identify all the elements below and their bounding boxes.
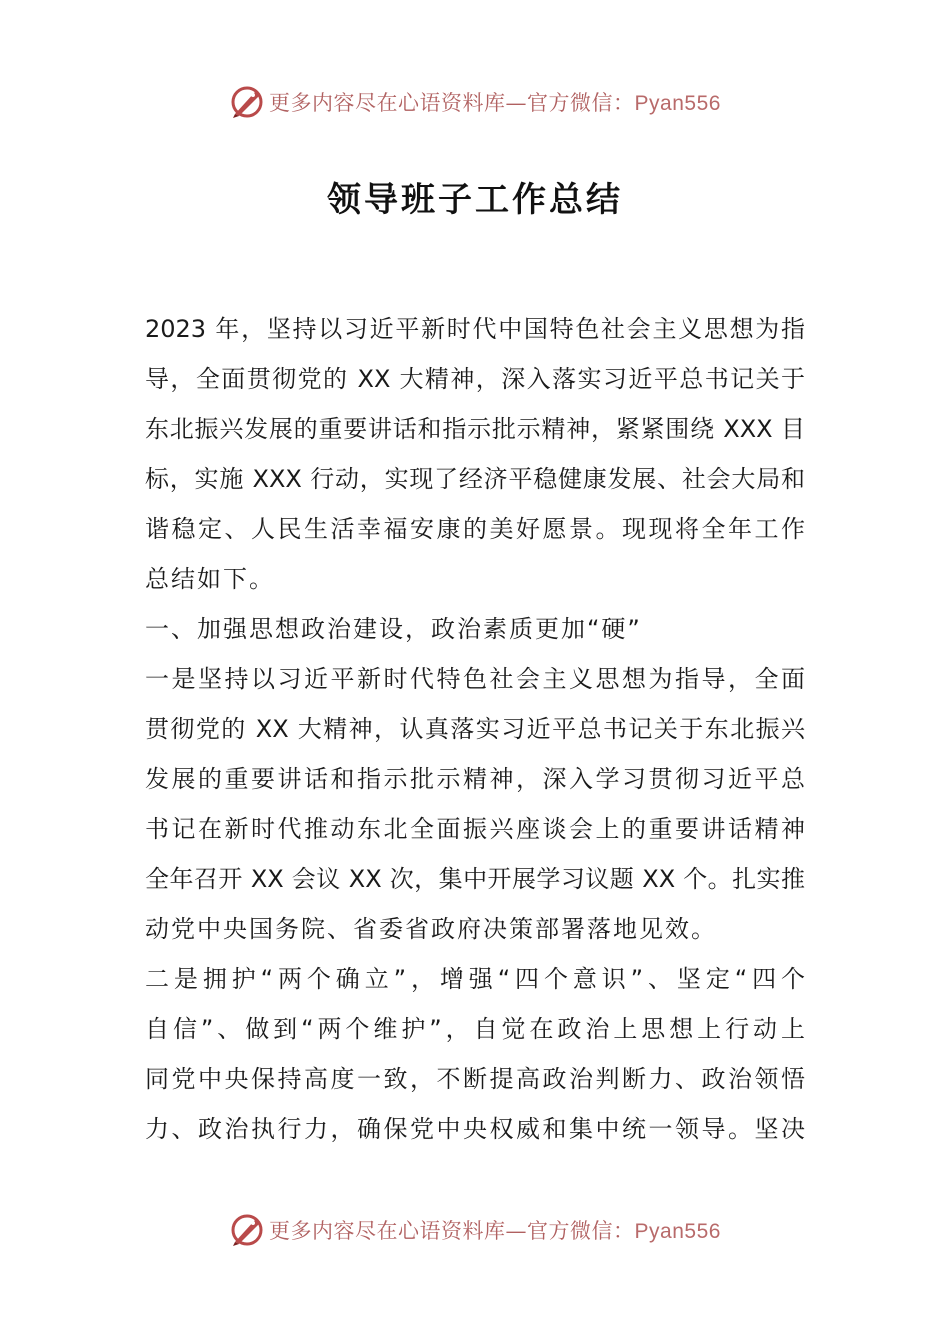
- body-line: 书记在新时代推动东北全面振兴座谈会上的重要讲话精神: [145, 815, 805, 843]
- watermark-text: 更多内容尽在心语资料库—官方微信：Pyan556: [269, 91, 721, 115]
- document-body: [145, 304, 805, 1154]
- watermark-text: 更多内容尽在心语资料库—官方微信：Pyan556: [269, 1219, 721, 1243]
- body-line: 自信”、做到“两个维护”，自觉在政治上思想上行动上: [145, 1015, 805, 1043]
- section-heading: 一、加强思想政治建设，政治素质更加“硬”: [145, 615, 642, 643]
- body-line: 贯彻党的 XX 大精神，认真落实习近平总书记关于东北振兴: [145, 715, 805, 743]
- body-line: 总结如下。: [145, 565, 275, 593]
- pen-logo-icon: [229, 1212, 265, 1248]
- body-line: 谐稳定、人民生活幸福安康的美好愿景。现现将全年工作: [145, 515, 805, 543]
- body-line: 同党中央保持高度一致，不断提高政治判断力、政治领悟: [145, 1065, 805, 1093]
- body-line: 2023 年，坚持以习近平新时代中国特色社会主义思想为指: [145, 315, 805, 343]
- body-line: 全年召开 XX 会议 XX 次，集中开展学习议题 XX 个。扎实推: [145, 865, 805, 893]
- watermark-brand: Pyan556: [634, 92, 721, 115]
- body-line: 标，实施 XXX 行动，实现了经济平稳健康发展、社会大局和: [145, 465, 805, 493]
- body-line: 动党中央国务院、省委省政府决策部署落地见效。: [145, 915, 717, 943]
- watermark-footer: [0, 1208, 950, 1252]
- pen-logo-icon: [229, 84, 265, 120]
- body-line: 力、政治执行力，确保党中央权威和集中统一领导。坚决: [145, 1115, 805, 1143]
- body-line: 发展的重要讲话和指示批示精神，深入学习贯彻习近平总: [145, 765, 805, 793]
- body-line: 东北振兴发展的重要讲话和指示批示精神，紧紧围绕 XXX 目: [145, 415, 805, 443]
- body-line: 导，全面贯彻党的 XX 大精神，深入落实习近平总书记关于: [145, 365, 805, 393]
- body-line: 一是坚持以习近平新时代特色社会主义思想为指导，全面: [145, 665, 805, 693]
- body-line: 二是拥护“两个确立”，增强“四个意识”、坚定“四个: [145, 965, 805, 993]
- document-title: 领导班子工作总结: [327, 180, 623, 220]
- watermark-header: [0, 80, 950, 124]
- watermark-brand: Pyan556: [634, 1220, 721, 1243]
